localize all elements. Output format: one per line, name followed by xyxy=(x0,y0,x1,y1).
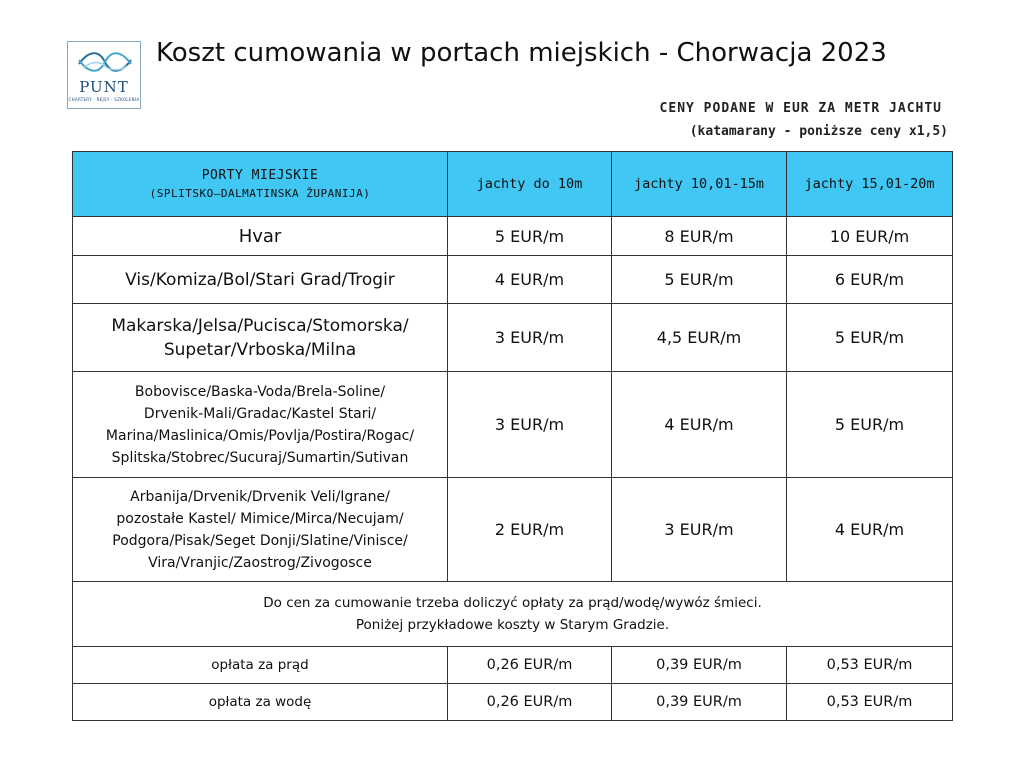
port-line: Arbanija/Drvenik/Drvenik Veli/Igrane/ xyxy=(130,488,390,505)
port-line: Vira/Vranjic/Zaostrog/Zivogosce xyxy=(148,554,372,571)
price-cell: 5 EUR/m xyxy=(448,217,612,256)
fee-price-cell: 0,53 EUR/m xyxy=(787,684,953,721)
table-row xyxy=(73,217,953,256)
header-col-15-20m: jachty 15,01-20m xyxy=(787,152,953,217)
table-header-row xyxy=(73,152,953,217)
price-cell: 3 EUR/m xyxy=(612,478,787,582)
note-row xyxy=(73,582,953,647)
price-cell: 5 EUR/m xyxy=(787,304,953,372)
fee-price-cell: 0,39 EUR/m xyxy=(612,684,787,721)
port-line: Drvenik-Mali/Gradac/Kastel Stari/ xyxy=(143,405,377,422)
table-row xyxy=(73,304,953,372)
fee-row xyxy=(73,684,953,721)
price-unit-note: CENY PODANE W EUR ZA METR JACHTU xyxy=(659,101,942,116)
price-cell: 2 EUR/m xyxy=(448,478,612,582)
price-cell: 5 EUR/m xyxy=(787,372,953,478)
fee-row xyxy=(73,647,953,684)
price-cell: 4,5 EUR/m xyxy=(612,304,787,372)
port-names: Hvar xyxy=(73,217,448,256)
price-cell: 10 EUR/m xyxy=(787,217,953,256)
port-names xyxy=(73,372,448,478)
port-line: Supetar/Vrboska/Milna xyxy=(163,339,357,360)
price-cell: 4 EUR/m xyxy=(787,478,953,582)
logo-tagline: CHARTERY · REJSY · SZKOLENIA xyxy=(68,97,140,102)
fee-price-cell: 0,26 EUR/m xyxy=(448,684,612,721)
header-col-10-15m: jachty 10,01-15m xyxy=(612,152,787,217)
price-cell: 3 EUR/m xyxy=(448,304,612,372)
price-cell: 8 EUR/m xyxy=(612,217,787,256)
price-cell: 5 EUR/m xyxy=(612,256,787,304)
table-row xyxy=(73,478,953,582)
fee-price-cell: 0,26 EUR/m xyxy=(448,647,612,684)
fee-label-electricity: opłata za prąd xyxy=(73,647,448,684)
fee-price-cell: 0,53 EUR/m xyxy=(787,647,953,684)
header-ports-region: (SPLITSKO–DALMATINSKA ŽUPANIJA) xyxy=(149,187,371,200)
note-line: Do cen za cumowanie trzeba doliczyć opłaty za prąd/wodę/wywóz śmieci. xyxy=(263,595,762,611)
fee-label-water: opłata za wodę xyxy=(73,684,448,721)
table-row xyxy=(73,256,953,304)
port-line: Marina/Maslinica/Omis/Povlja/Postira/Rogac/ xyxy=(105,427,415,444)
port-line: Bobovisce/Baska-Voda/Brela-Soline/ xyxy=(134,383,386,400)
logo-name: PUNT xyxy=(79,78,129,96)
mooring-price-table xyxy=(72,151,953,721)
table-row xyxy=(73,372,953,478)
company-logo xyxy=(67,41,141,109)
price-cell: 4 EUR/m xyxy=(448,256,612,304)
header-ports xyxy=(73,152,448,217)
header-ports-label: PORTY MIEJSKIE xyxy=(201,168,319,183)
note-line: Poniżej przykładowe koszty w Starym Gradzie. xyxy=(355,617,670,633)
port-names xyxy=(73,304,448,372)
extra-fees-note xyxy=(73,582,953,647)
port-line: Podgora/Pisak/Seget Donji/Slatine/Vinisce/ xyxy=(112,532,408,549)
port-line: pozostałe Kastel/ Mimice/Mirca/Necujam/ xyxy=(116,510,404,527)
header-col-up-to-10m: jachty do 10m xyxy=(448,152,612,217)
catamaran-note: (katamarany - poniższe ceny x1,5) xyxy=(689,124,948,139)
port-names: Vis/Komiza/Bol/Stari Grad/Trogir xyxy=(73,256,448,304)
port-line: Splitska/Stobrec/Sucuraj/Sumartin/Sutivan xyxy=(111,449,409,466)
fee-price-cell: 0,39 EUR/m xyxy=(612,647,787,684)
port-names xyxy=(73,478,448,582)
port-line: Makarska/Jelsa/Pucisca/Stomorska/ xyxy=(111,315,409,336)
price-cell: 6 EUR/m xyxy=(787,256,953,304)
price-cell: 4 EUR/m xyxy=(612,372,787,478)
price-cell: 3 EUR/m xyxy=(448,372,612,478)
waves-logo-icon xyxy=(75,48,135,78)
page-title: Koszt cumowania w portach miejskich - Chorwacja 2023 xyxy=(156,38,887,68)
